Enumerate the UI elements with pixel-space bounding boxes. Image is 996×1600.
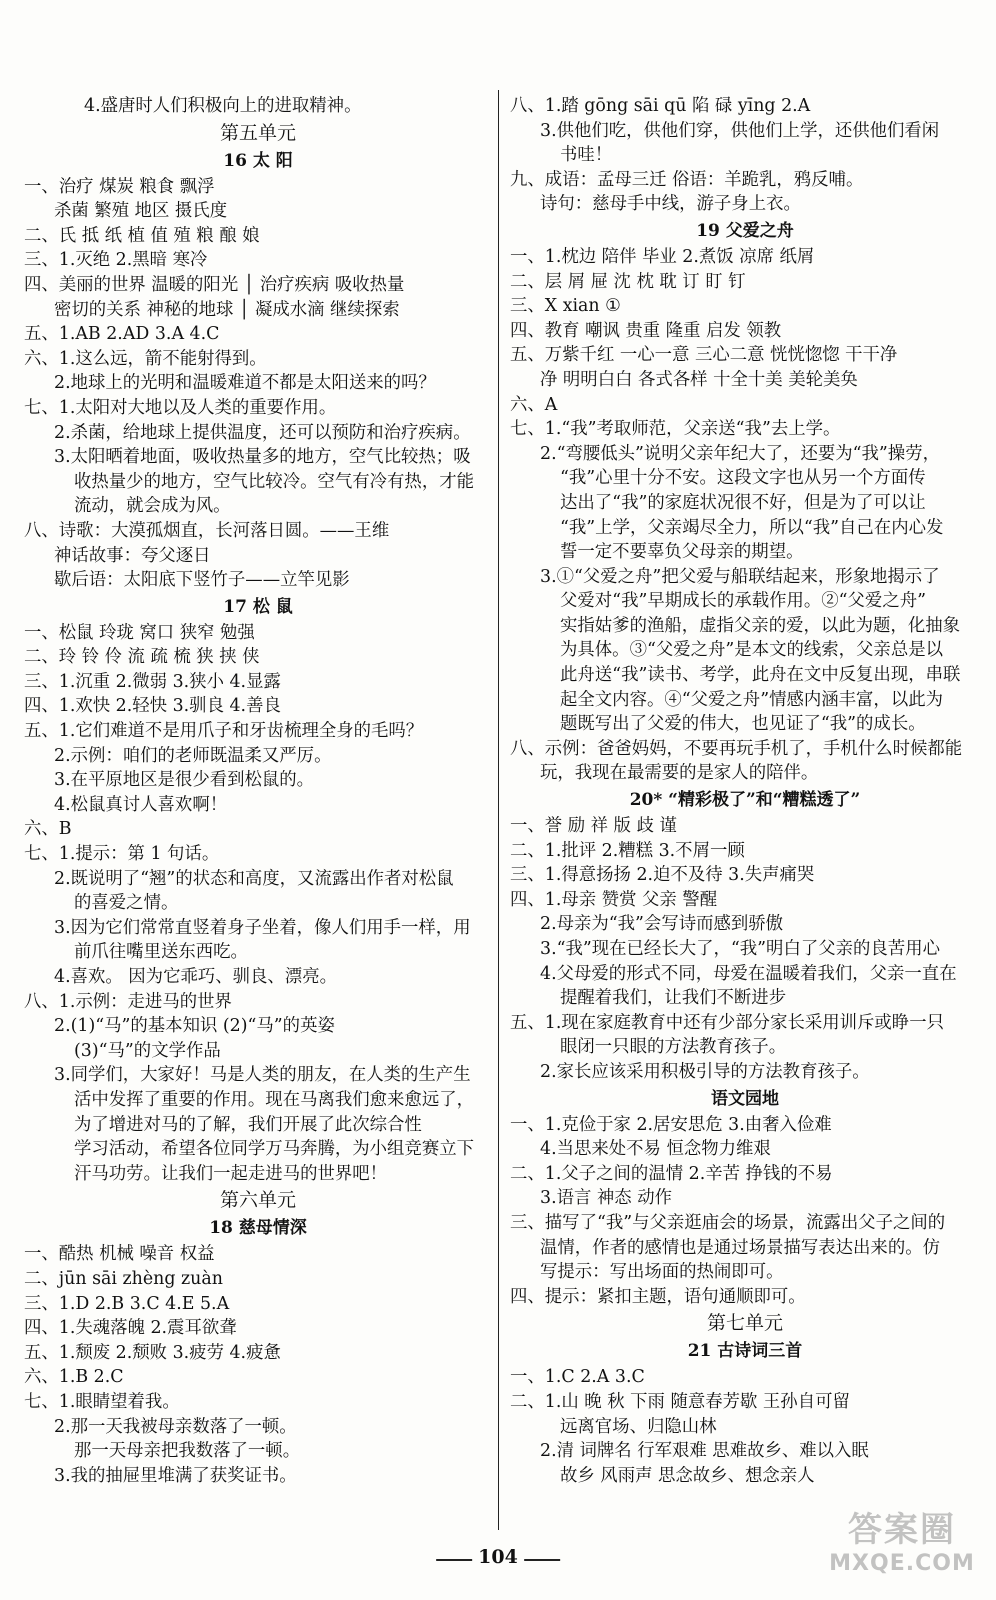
answer-line: 题既写出了父爱的伟大，也见证了“我”的成长。 [560,714,926,735]
answer-line: 3.在平原地区是很少看到松鼠的。 [54,770,315,791]
answer-line: 六、A [510,394,558,415]
answer-line: 四、提示：紧扣主题，语句通顺即可。 [510,1286,806,1307]
answer-line: 五、1.它们难道不是用爪子和牙齿梳理全身的毛吗？ [24,721,424,742]
answer-line: 2.地球上的光明和温暖难道不都是太阳送来的吗？ [54,373,436,394]
answer-line: 四、1.欢快 2.轻快 3.驯良 4.善良 [24,696,281,717]
watermark-logo [822,1502,982,1592]
answer-line: 2.那一天我被母亲数落了一顿。 [54,1416,297,1437]
answer-line: 3.语言 神态 动作 [540,1188,672,1209]
answer-line: 故乡 风雨声 思念故乡、想念亲人 [560,1465,815,1486]
answer-line: 三、X xian ① [510,296,621,317]
page-number: 104 [478,1546,518,1568]
watermark-url: MXQE.COM [829,1551,975,1576]
answer-line: 净 明明白白 各式各样 十全十美 美轮美奂 [540,369,858,390]
left-column [24,94,492,1488]
answer-line: 实指姑爹的渔船，虚指父亲的爱，以此为题，化抽象 [560,615,960,636]
answer-line: 四、美丽的世界 温暖的阳光 │ 治疗疾病 吸收热量 [24,274,405,295]
answer-line: 3.“我”现在已经长大了，“我”明白了父亲的良苦用心 [540,939,940,959]
answer-line: 八、诗歌：大漠孤烟直，长河落日圆。——王维 [24,520,390,541]
answer-line: 4.当思来处不易 恒念物力维艰 [540,1139,771,1160]
answer-line: 誓一定不要辜负父母亲的期望。 [560,542,804,563]
right-column [510,94,980,1488]
answer-line: 密切的关系 神秘的地球 │ 凝成水滴 继续探索 [54,299,400,320]
answer-line: 歇后语：太阳底下竖竹子——立竿见影 [54,570,350,591]
answer-line: 达出了“我”的家庭状况很不好，但是为了可以让 [560,492,926,513]
answer-line: 一、松鼠 玲珑 窝口 狭窄 勉强 [24,622,255,643]
answer-line: 2.既说明了“翘”的状态和高度，又流露出作者对松鼠 [54,868,454,889]
answer-line: 书哇！ [560,145,613,166]
answer-line: 二、jūn sāi zhèng zuàn [24,1268,223,1289]
answer-line: 四、教育 嘲讽 贵重 隆重 启发 领教 [510,320,782,341]
answer-line: 三、1.D 2.B 3.C 4.E 5.A [24,1293,230,1314]
answer-line: 玩，我现在最需要的是家人的陪伴。 [540,763,819,784]
answer-line: 4.父母爱的形式不同，母爱在温暖着我们，父亲一直在 [540,963,957,984]
answer-line: 一、誉 励 祥 版 歧 谨 [510,816,677,837]
answer-line: 流动，就会成为风。 [74,496,231,517]
answer-line: 诗句：慈母手中线，游子身上衣。 [540,194,801,215]
answer-line: 八、1.踏 gōng sāi qū 陷 碌 yīng 2.A [510,96,811,116]
answer-line: 九、成语：孟母三迁 俗语：羊跪乳，鸦反哺。 [510,169,864,190]
lesson-heading: 21 古诗词三首 [687,1341,803,1362]
answer-line: 一、1.枕边 陪伴 毕业 2.煮饭 凉席 纸屑 [510,246,815,267]
answer-line: 此舟送“我”读书、考学，此舟在文中反复出现，串联 [560,665,961,686]
answer-line: 八、1.示例：走进马的世界 [24,991,232,1012]
answer-line: 眼闭一只眼的方法教育孩子。 [560,1037,787,1058]
answer-line: 3.①“父爱之舟”把父爱与船联结起来，形象地揭示了 [540,566,940,587]
answer-line: 2.清 词牌名 行军艰难 思难故乡、难以入眠 [540,1441,869,1462]
lesson-heading: 20* “精彩极了”和“糟糕透了” [629,790,861,811]
answer-line: 二、1.批评 2.糟糕 3.不屑一顾 [510,840,745,861]
answer-line: 3.供他们吃，供他们穿，供他们上学，还供他们看闲 [540,120,940,141]
answer-line: 收热量少的地方，空气比较冷。空气有冷有热，才能 [74,471,474,492]
answer-line: 为了增进对马的了解，我们开展了此次综合性 [74,1114,422,1135]
answer-line: 六、1.这么远，箭不能射得到。 [24,348,267,369]
answer-line: 三、1.得意扬扬 2.迫不及待 3.失声痛哭 [510,865,815,886]
answer-line: (3)“马”的文学作品 [74,1040,221,1061]
answer-line: 父爱对“我”早期成长的承载作用。②“父爱之舟” [560,591,926,612]
answer-line: 汗马功劳。让我们一起走进马的世界吧！ [74,1163,388,1184]
answer-line: 一、治疗 煤炭 粮食 飘浮 [24,176,215,197]
answer-line: 五、1.AB 2.AD 3.A 4.C [24,324,220,345]
answer-line: 3.因为它们常常直竖着身子坐着，像人们用手一样，用 [54,917,471,938]
answer-line: 四、1.失魂落魄 2.震耳欲聋 [24,1318,237,1339]
answer-line: 2.母亲为“我”会写诗而感到骄傲 [540,914,784,935]
answer-line: 三、描写了“我”与父亲逛庙会的场景，流露出父子之间的 [510,1212,946,1233]
answer-line: 五、万紫千红 一心一意 三心二意 恍恍惚惚 干干净 [510,345,898,366]
answer-line: 的喜爱之情。 [74,893,179,914]
answer-line: 二、层 屑 屉 沈 枕 耽 订 盯 钉 [510,271,746,292]
lesson-heading: 19 父爱之舟 [696,220,794,241]
column-divider [498,90,499,1530]
answer-line: 杀菌 繁殖 地区 摄氏度 [54,201,228,222]
answer-line: “我”上学，父亲竭尽全力，所以“我”自己在内心发 [560,517,944,538]
answer-line: 四、1.母亲 赞赏 父亲 警醒 [510,889,718,910]
answer-line: 起全文内容。④“父爱之舟”情感内涵丰富，以此为 [560,689,943,710]
answer-line: 那一天母亲把我数落了一顿。 [74,1441,301,1462]
answer-line: 温情，作者的感情也是通过场景描写表达出来的。仿 [540,1237,940,1258]
answer-line: 4.盛唐时人们积极向上的进取精神。 [84,96,362,116]
answer-line: 六、1.B 2.C [24,1367,124,1388]
answer-line: 写提示：写出场面的热闹即可。 [540,1262,784,1283]
answer-line: 学习活动，希望各位同学万马奔腾，为小组竞赛立下 [74,1139,474,1160]
answer-line: 3.我的抽屉里堆满了获奖证书。 [54,1465,297,1486]
lesson-heading: 语文园地 [711,1088,779,1109]
lesson-heading: 17 松 鼠 [223,596,293,617]
answer-line: 五、1.现在家庭教育中还有少部分家长采用训斥或睁一只 [510,1012,944,1033]
answer-line: 二、1.山 晚 秋 下雨 随意春芳歇 王孙自可留 [510,1391,850,1412]
answer-line: 2.“弯腰低头”说明父亲年纪大了，还要为“我”操劳， [540,443,940,464]
lesson-heading: 16 太 阳 [223,150,293,171]
answer-line: 三、1.灭绝 2.黑暗 寒冷 [24,250,208,271]
watermark-text: 答案圈 [848,1510,956,1550]
answer-line: 六、B [24,819,72,840]
answer-line: 4.松鼠真讨人喜欢啊！ [54,794,228,815]
answer-line: 为具体。③“父爱之舟”是本文的线索，父亲总是以 [560,640,943,661]
answer-line: 二、氏 抵 纸 植 值 殖 粮 酿 娘 [24,225,260,246]
answer-line: 4.喜欢。 因为它乖巧、驯良、漂亮。 [54,967,337,987]
answer-line: 三、1.沉重 2.微弱 3.狭小 4.显露 [24,671,281,692]
answer-line: 一、1.克俭于家 2.居安思危 3.由奢入俭难 [510,1114,832,1135]
answer-line: 2.家长应该采用积极引导的方法教育孩子。 [540,1061,870,1082]
answer-line: 3.太阳晒着地面，吸收热量多的地方，空气比较热；吸 [54,447,471,468]
answer-line: 前爪往嘴里送东西吃。 [74,942,248,963]
answer-line: 七、1.眼睛望着我。 [24,1391,180,1412]
answer-line: 二、1.父子之间的温情 2.辛苦 挣钱的不易 [510,1163,833,1184]
answer-line: 2.示例：咱们的老师既温柔又严厉。 [54,745,332,766]
answer-line: 八、示例：爸爸妈妈，不要再玩手机了，手机什么时候都能 [510,738,963,759]
answer-line: 一、1.C 2.A 3.C [510,1367,645,1388]
answer-line: 二、玲 铃 伶 流 疏 梳 狭 挟 侠 [24,647,260,668]
unit-heading: 第七单元 [706,1312,783,1335]
answer-line: 七、1.“我”考取师范，父亲送“我”去上学。 [510,419,841,440]
answer-line: 活中发挥了重要的作用。现在马离我们愈来愈远了， [74,1089,474,1110]
answer-line: 神话故事：夸父逐日 [54,545,211,566]
answer-line: 提醒着我们，让我们不断进步 [560,988,787,1009]
unit-heading: 第六单元 [219,1189,296,1212]
answer-line: 2.(1)“马”的基本知识 (2)“马”的英姿 [54,1016,335,1037]
answer-line: 远离官场、归隐山林 [560,1416,717,1437]
answer-line: “我”心里十分不安。这段文字也从另一个方面传 [560,468,926,489]
answer-line: 七、1.太阳对大地以及人类的重要作用。 [24,397,337,418]
answer-line: 2.杀菌，给地球上提供温度，还可以预防和治疗疾病。 [54,422,471,443]
answer-line: 七、1.提示：第 1 句话。 [24,844,220,865]
lesson-heading: 18 慈母情深 [209,1218,307,1239]
unit-heading: 第五单元 [219,121,296,144]
answer-line: 五、1.颓废 2.颓败 3.疲劳 4.疲惫 [24,1342,281,1363]
answer-line: 3.同学们，大家好！马是人类的朋友，在人类的生产生 [54,1065,471,1086]
answer-line: 一、酷热 机械 噪音 权益 [24,1244,215,1265]
